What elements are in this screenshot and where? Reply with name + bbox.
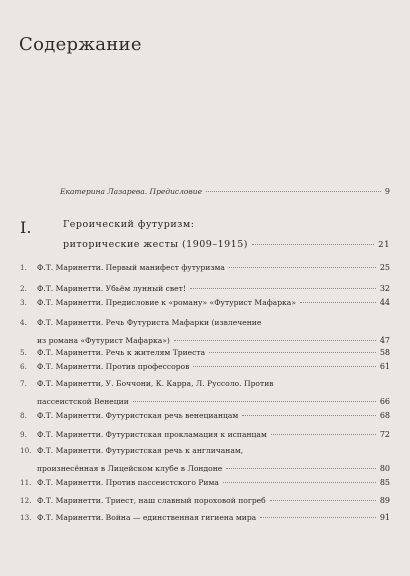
entry-title: Ф.Т. Маринетти. Триест, наш славный пороховой погреб — [37, 496, 266, 505]
entry-number: 11. — [20, 478, 32, 487]
dot-leader — [260, 517, 376, 518]
entry-number: 9. — [20, 430, 27, 439]
entry-line1 — [37, 362, 390, 371]
part-title-line2-row — [63, 239, 390, 250]
entry-page: 68 — [379, 411, 390, 420]
entry-line1 — [37, 430, 390, 439]
entry-number: 3. — [20, 298, 27, 307]
entry-line1 — [37, 263, 390, 272]
dot-leader — [190, 288, 376, 289]
entry-page: 89 — [379, 496, 390, 505]
entry-line2 — [37, 397, 390, 406]
entry-page: 58 — [379, 348, 390, 357]
entry-title: Ф.Т. Маринетти. Убьём лунный свет! — [37, 284, 186, 293]
toc-intro-entry — [60, 187, 390, 196]
dot-leader — [271, 434, 376, 435]
entry-page: 91 — [379, 513, 390, 522]
entry-line1 — [37, 496, 390, 505]
entry-title: Ф.Т. Маринетти. Против профессоров — [37, 362, 190, 371]
entry-page: 72 — [379, 430, 390, 439]
entry-title: Ф.Т. Маринетти. Война — единственная гигиена мира — [37, 513, 257, 522]
entry-title-continued: из романа «Футурист Мафарка») — [37, 336, 170, 345]
entry-page: 85 — [379, 478, 390, 487]
entry-title: Ф.Т. Маринетти. Футуристская прокламация к испанцам — [37, 430, 267, 439]
part-title-line2: риторические жесты (1909–1915) — [63, 239, 248, 250]
toc-entry — [20, 478, 390, 487]
entry-title: Ф.Т. Маринетти. Речь Футуриста Мафарки (извлечение — [37, 318, 262, 327]
dot-leader — [193, 366, 375, 367]
entry-number: 7. — [20, 379, 27, 388]
toc-entry — [20, 298, 390, 307]
entry-line1 — [37, 298, 390, 307]
entry-line1 — [37, 513, 390, 522]
entry-title-continued: пассеистской Венеции — [37, 397, 129, 406]
toc-entry — [20, 284, 390, 293]
entry-title: Ф.Т. Маринетти. Первый манифест футуризма — [37, 263, 225, 272]
dot-leader — [174, 340, 376, 341]
dot-leader — [229, 267, 376, 268]
entry-title: Ф.Т. Маринетти. Футуристская речь венецианцам — [37, 411, 239, 420]
entry-number: 10. — [20, 446, 32, 455]
entry-page: 47 — [379, 336, 390, 345]
intro-text: Екатерина Лазарева. Предисловие — [60, 187, 203, 196]
dot-leader — [133, 401, 376, 402]
toc-entry — [20, 430, 390, 439]
entry-number: 2. — [20, 284, 27, 293]
entry-page: 32 — [379, 284, 390, 293]
entry-number: 12. — [20, 496, 32, 505]
page-title: Содержание — [19, 34, 142, 55]
toc-entry — [20, 263, 390, 272]
entry-line1 — [37, 318, 390, 327]
dot-leader — [209, 352, 376, 353]
entry-line2 — [37, 336, 390, 345]
entry-line1 — [37, 284, 390, 293]
entry-title: Ф.Т. Маринетти. Против пассеистского Рима — [37, 478, 219, 487]
entry-number: 1. — [20, 263, 27, 272]
dot-leader — [242, 415, 375, 416]
entry-page: 25 — [379, 263, 390, 272]
entry-page: 61 — [379, 362, 390, 371]
dot-leader — [226, 468, 376, 469]
entry-line1 — [37, 446, 390, 455]
intro-page: 9 — [384, 187, 390, 196]
entry-title: Ф.Т. Маринетти. Речь к жителям Триеста — [37, 348, 206, 357]
toc-entry — [20, 496, 390, 505]
entry-title: Ф.Т. Маринетти, У. Боччони, К. Карра, Л. Руссоло. Против — [37, 379, 274, 388]
part-number: I. — [20, 218, 32, 237]
entry-title-continued: произнесённая в Лицейском клубе в Лондоне — [37, 464, 223, 473]
entry-line1 — [37, 379, 390, 388]
toc-entry — [20, 513, 390, 522]
entry-number: 6. — [20, 362, 27, 371]
toc-entry — [20, 411, 390, 420]
toc-entry — [20, 362, 390, 371]
entry-page: 66 — [379, 397, 390, 406]
entry-page: 44 — [379, 298, 390, 307]
dot-leader — [270, 500, 376, 501]
part-page: 21 — [378, 240, 390, 250]
toc-entry — [20, 446, 390, 473]
entry-line1 — [37, 478, 390, 487]
dot-leader — [206, 191, 381, 192]
toc-entry — [20, 348, 390, 357]
entry-title: Ф.Т. Маринетти. Футуристская речь к англичанам, — [37, 446, 244, 455]
entry-page: 80 — [379, 464, 390, 473]
entry-number: 13. — [20, 513, 32, 522]
toc-entry — [20, 318, 390, 345]
entry-number: 8. — [20, 411, 27, 420]
dot-leader — [252, 244, 374, 245]
toc-entry — [20, 379, 390, 406]
entry-line1 — [37, 411, 390, 420]
entry-number: 5. — [20, 348, 27, 357]
entry-number: 4. — [20, 318, 27, 327]
entry-line2 — [37, 464, 390, 473]
entry-title: Ф.Т. Маринетти. Предисловие к «роману» «Футурист Мафарка» — [37, 298, 296, 307]
entry-line1 — [37, 348, 390, 357]
dot-leader — [223, 482, 376, 483]
dot-leader — [300, 302, 376, 303]
part-title-line1: Героический футуризм: — [63, 219, 195, 230]
